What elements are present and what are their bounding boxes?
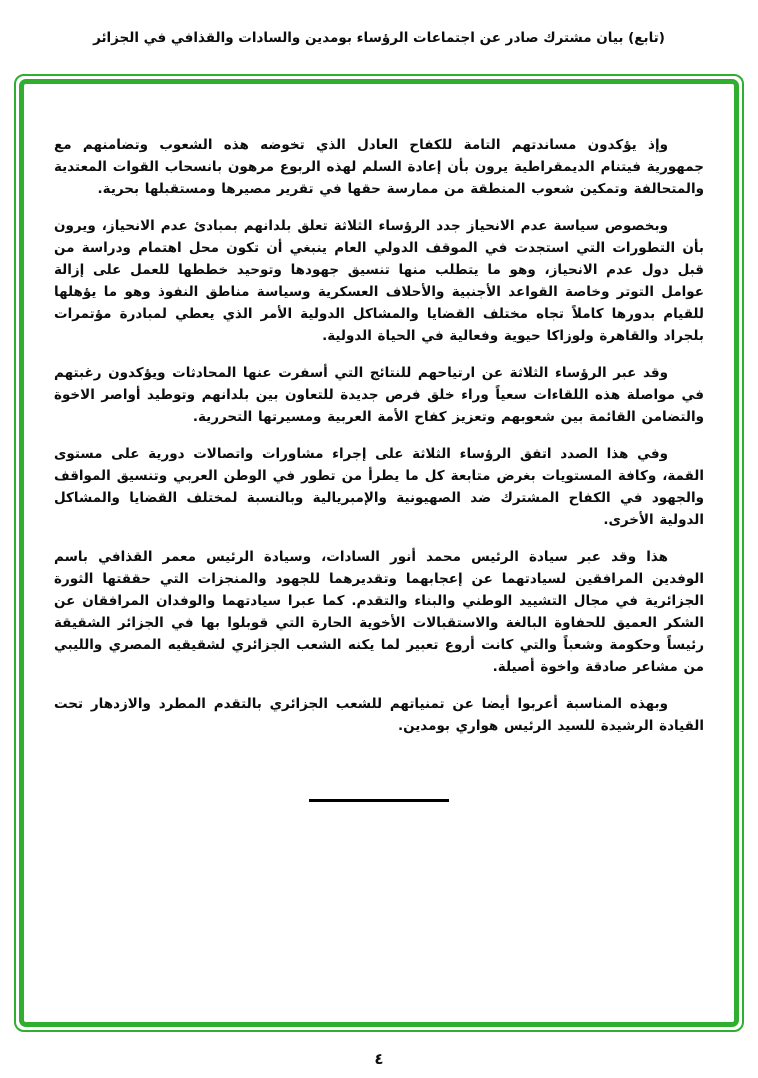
paragraph-non-alignment: وبخصوص سياسة عدم الانحياز جدد الرؤساء الثلاثة تعلق بلدانهم بمبادئ عدم الانحياز، ويرون بأن التطورات التي استجدت في الموقف الدولي العام ينبغي أن تكون محل اهتمام ودراسة من قبل دول عدم الانحياز، وهو ما يتطلب منها تنسيق جهودها وتوحيد خططها للعمل على إزالة عوامل التوتر وخاصة القواعد الأجنبية والأحلاف العسكرية وسياسة مناطق النفوذ وهو ما يؤهلها للقيام بدورها كاملاً تجاه مختلف القضايا والمشاكل الدولية الأمر الذي يعطي لمبادرة مؤتمرات بلجراد والقاهرة ولوزاكا حيوية وفعالية في الحياة الدولية. [54,218,704,344]
paragraph-closing-wishes: وبهذه المناسبة أعربوا أيضا عن تمنياتهم للشعب الجزائري بالتقدم المطرد والازدهار تحت القيادة الرشيدة للسيد الرئيس هواري بومدين. [54,696,704,734]
document-header-line: (تابع) بيان مشترك صادر عن اجتماعات الرؤساء بومدين والسادات والقذافي في الجزائر [93,30,665,46]
paragraph-summit-consultations: وفي هذا الصدد اتفق الرؤساء الثلاثة على إجراء مشاورات واتصالات دورية على مستوى القمة، وكافة المستويات بغرض متابعة كل ما يطرأ من تطور في الوطن العربي وتنسيق المواقف والجهود في الكفاح المشترك ضد الصهيونية والإمبريالية وبالنسبة لمختلف القضايا والمشاكل الدولية الأخرى. [54,446,704,528]
document-body [54,134,704,737]
green-frame-outer [14,74,744,1032]
green-frame-inner [19,79,739,1027]
paragraph-vietnam-support: وإذ يؤكدون مساندتهم التامة للكفاح العادل الذي تخوضه هذه الشعوب وتضامنهم مع جمهورية فيتنام الديمقراطية يرون بأن إعادة السلم لهذه الربوع مرهون بانسحاب القوات المعتدية والمتحالفة وتمكين شعوب المنطقة من ممارسة حقها في تقرير مصيرها ومستقبلها بحرية. [54,137,704,197]
page-number: ٤ [374,1050,384,1068]
separator-line [309,799,449,802]
paragraph-presidents-appreciation: هذا وقد عبر سيادة الرئيس محمد أنور السادات، وسيادة الرئيس معمر القذافي باسم الوفدين المرافقين لسيادتهما عن إعجابهما وتقديرهما للجهود والمنجزات التي حققتها الثورة الجزائرية في مجال التشييد الوطني والبناء والتقدم. كما عبرا سيادتهما والوفدان المرافقان عن الشكر العميق للحفاوة البالغة والاستقبالات الأخوية الحارة التي قوبلوا بها في الجزائر الشقيقة رئيساً وحكومة وشعباً والتي كانت أروع تعبير لما يكنه الشعب الجزائري لشقيقيه المصري والليبي من مشاعر صادقة واخوة أصيلة. [54,549,704,675]
paragraph-talks-results: وقد عبر الرؤساء الثلاثة عن ارتياحهم للنتائج التي أسفرت عنها المحادثات ويؤكدون رغبتهم في مواصلة هذه اللقاءات سعياً وراء خلق فرص جديدة للتعاون بين بلدانهم وتوطيد أواصر الاخوة والتضامن القائمة بين شعوبهم وتعزيز كفاح الأمة العربية ومسيرتها التحررية. [54,365,704,425]
